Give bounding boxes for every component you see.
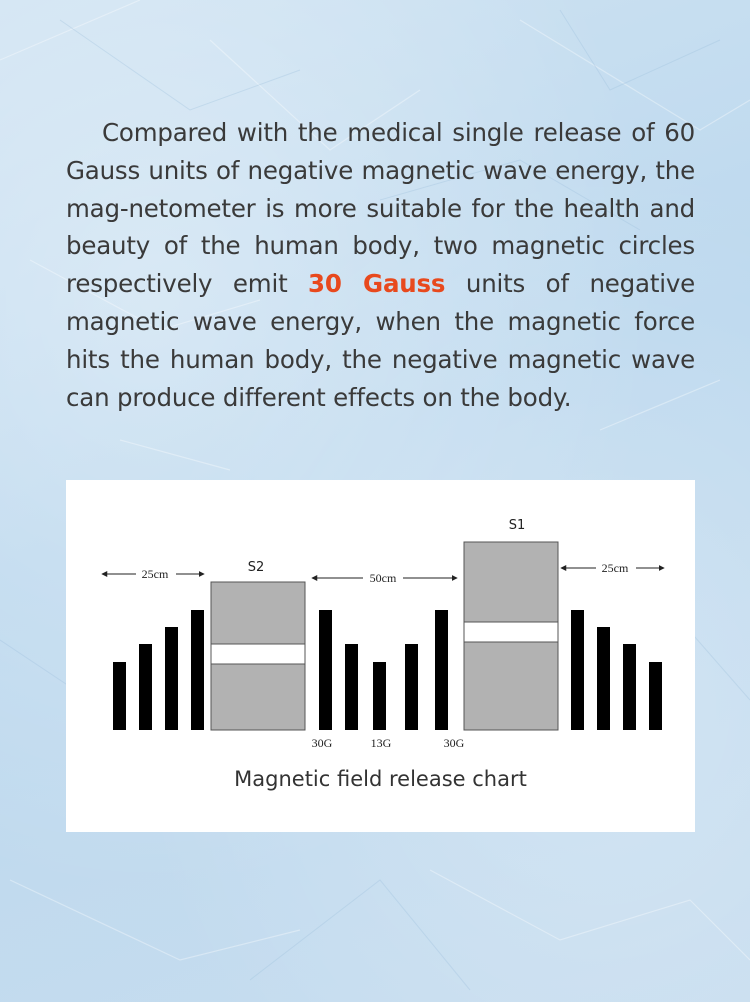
diagram-caption: Magnetic field release chart <box>234 767 527 791</box>
field-bar <box>405 644 418 730</box>
field-bar <box>435 610 448 730</box>
field-bar <box>113 662 126 730</box>
intro-text-start: Compared with the medical single release of 60 Gauss units of negative magnetic wave energy, the mag-netometer is more suitable for the health and beauty of the human body, two magnetic circles respectively emit <box>66 118 695 299</box>
field-bar <box>191 610 204 730</box>
intro-paragraph <box>66 114 695 416</box>
distance-label-left: 25cm <box>141 567 169 581</box>
field-bar <box>139 644 152 730</box>
magnet-s1-label: S1 <box>508 518 526 533</box>
field-bar <box>571 610 584 730</box>
magnetic-field-diagram-panel <box>66 480 695 832</box>
field-bar <box>649 662 662 730</box>
field-bar <box>597 627 610 730</box>
intro-highlight-30-gauss: 30 Gauss <box>308 269 446 299</box>
magnet-s2-band <box>211 644 305 664</box>
distance-label-middle: 50cm <box>369 571 397 585</box>
distance-label-right: 25cm <box>601 561 629 575</box>
field-label-13g: 13G <box>370 736 392 750</box>
field-bar <box>319 610 332 730</box>
field-bar <box>165 627 178 730</box>
magnet-s1-band <box>464 622 558 642</box>
magnet-s2-label: S2 <box>247 560 265 575</box>
field-label-30g-left: 30G <box>311 736 333 750</box>
field-bar <box>345 644 358 730</box>
field-label-30g-right: 30G <box>443 736 465 750</box>
field-bar <box>623 644 636 730</box>
field-bar <box>373 662 386 730</box>
intro-text-end: units of negative magnetic wave energy, when the magnetic force hits the human body, the negative magnetic wave can produce different effects on the body. <box>66 269 696 412</box>
